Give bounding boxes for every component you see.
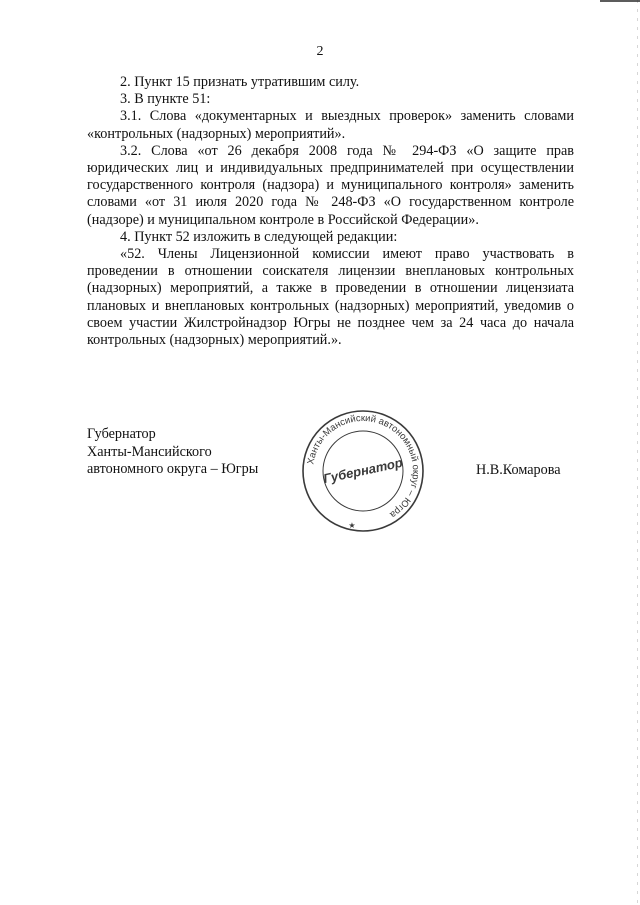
seal-star-icon: ★ bbox=[348, 521, 356, 530]
signatory-title-line: Губернатор bbox=[87, 426, 156, 442]
paragraph-item-3: 3. В пункте 51: bbox=[120, 91, 211, 108]
signatory-name: Н.В.Комарова bbox=[476, 462, 561, 478]
seal-ring-text: Ханты-Мансийский автономный округ – Югра bbox=[305, 412, 422, 521]
official-seal-stamp bbox=[300, 408, 426, 534]
document-body bbox=[87, 74, 574, 349]
paragraph-item-3-1: 3.1. Слова «документарных и выездных проверок» заменить словами «контрольных (надзорных) мероприятий». bbox=[87, 108, 574, 142]
paragraph-item-2: 2. Пункт 15 признать утратившим силу. bbox=[120, 74, 360, 90]
scan-edge-artifact bbox=[637, 0, 638, 905]
paragraph-item-4: 4. Пункт 52 изложить в следующей редакции: bbox=[120, 228, 398, 245]
signatory-title bbox=[87, 426, 258, 479]
seal-center-text: Губернатор bbox=[321, 454, 404, 487]
page-number: 2 bbox=[316, 44, 324, 59]
scan-corner-artifact bbox=[600, 0, 640, 2]
paragraph-item-52-text: «52. Члены Лицензионной комиссии имеют право участвовать в проведении в отношении соискателя лицензии внеплановых контрольных (надзорных) мероприятий, а также в проведении в отношении лицензиата плановых и внеплановых контрольных (надзорных) мероприятий, уведомив о своем участии Жилстройнадзор Югры не позднее чем за 24 часа до начала контрольных (надзорных) мероприятий.». bbox=[87, 246, 574, 349]
signatory-title-line: Ханты-Мансийского bbox=[87, 443, 212, 460]
paragraph-item-3-2: 3.2. Слова «от 26 декабря 2008 года № 294-ФЗ «О защите прав юридических лиц и индивидуальных предпринимателей при осуществлении государственного контроля (надзора) и муниципального контроля» заменить словами «от 31 июля 2020 года № 248-ФЗ «О государственном контроле (надзоре) и муниципальном контроле в Российской Федерации». bbox=[87, 142, 574, 228]
signatory-title-line: автономного округа – Югры bbox=[87, 461, 259, 477]
